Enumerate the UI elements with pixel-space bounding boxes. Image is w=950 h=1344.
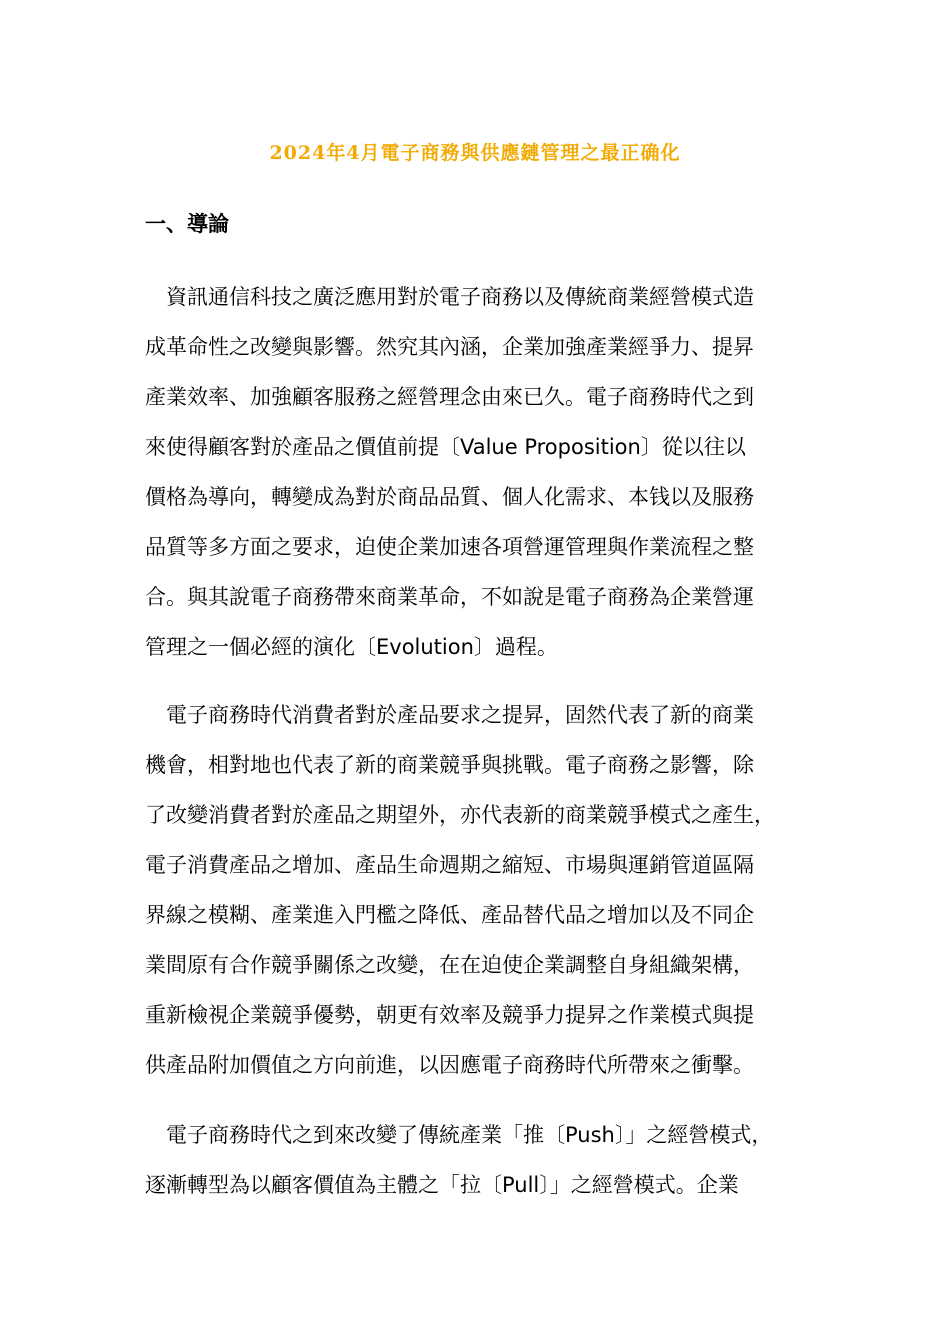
- paragraph-line: 逐漸轉型為以顧客價值為主體之「拉〔Pull〕」之經營模式。企業: [145, 1173, 739, 1197]
- paragraph-line: 管理之一個必經的演化〔Evolution〕過程。: [145, 635, 558, 659]
- paragraph-line: 機會，相對地也代表了新的商業競爭與挑戰。電子商務之影響，除: [145, 753, 754, 777]
- paragraph-line: 成革命性之改變與影響。然究其內涵，企業加強產業經爭力、提昇: [145, 335, 754, 359]
- paragraph-line: 來使得顧客對於產品之價值前提〔Value Proposition〕從以往以: [145, 435, 746, 459]
- paragraph-line: 業間原有合作競爭關係之改變，在在迫使企業調整自身組織架構，: [145, 953, 754, 977]
- section-heading: 一、導論: [145, 212, 229, 236]
- paragraph-1: [145, 272, 845, 672]
- paragraph-line: 供產品附加價值之方向前進，以因應電子商務時代所帶來之衝擊。: [145, 1053, 754, 1077]
- paragraph-line: 產業效率、加強顧客服務之經營理念由來已久。電子商務時代之到: [145, 385, 754, 409]
- paragraph-line: 合。與其說電子商務帶來商業革命，不如說是電子商務為企業營運: [145, 585, 754, 609]
- paragraph-line: 電子消費產品之增加、產品生命週期之縮短、市場與運銷管道區隔: [145, 853, 754, 877]
- paragraph-line: 了改變消費者對於產品之期望外，亦代表新的商業競爭模式之產生，: [145, 803, 775, 827]
- paragraph-line: 資訊通信科技之廣泛應用對於電子商務以及傳統商業經營模式造: [145, 285, 754, 309]
- paragraph-line: 品質等多方面之要求，迫使企業加速各項營運管理與作業流程之整: [145, 535, 754, 559]
- paragraph-line: 重新檢視企業競爭優勢，朝更有效率及競爭力提昇之作業模式與提: [145, 1003, 754, 1027]
- paragraph-line: 界線之模糊、產業進入門檻之降低、產品替代品之增加以及不同企: [145, 903, 754, 927]
- paragraph-3: [145, 1110, 845, 1210]
- document-title: 2024年4月電子商務與供應鏈管理之最正确化: [269, 142, 681, 164]
- paragraph-line: 價格為導向，轉變成為對於商品品質、個人化需求、本钱以及服務: [145, 485, 754, 509]
- paragraph-2: [145, 690, 845, 1090]
- paragraph-line: 電子商務時代消費者對於產品要求之提昇，固然代表了新的商業: [145, 703, 754, 727]
- paragraph-line: 電子商務時代之到來改變了傳統產業「推〔Push〕」之經營模式，: [145, 1123, 773, 1147]
